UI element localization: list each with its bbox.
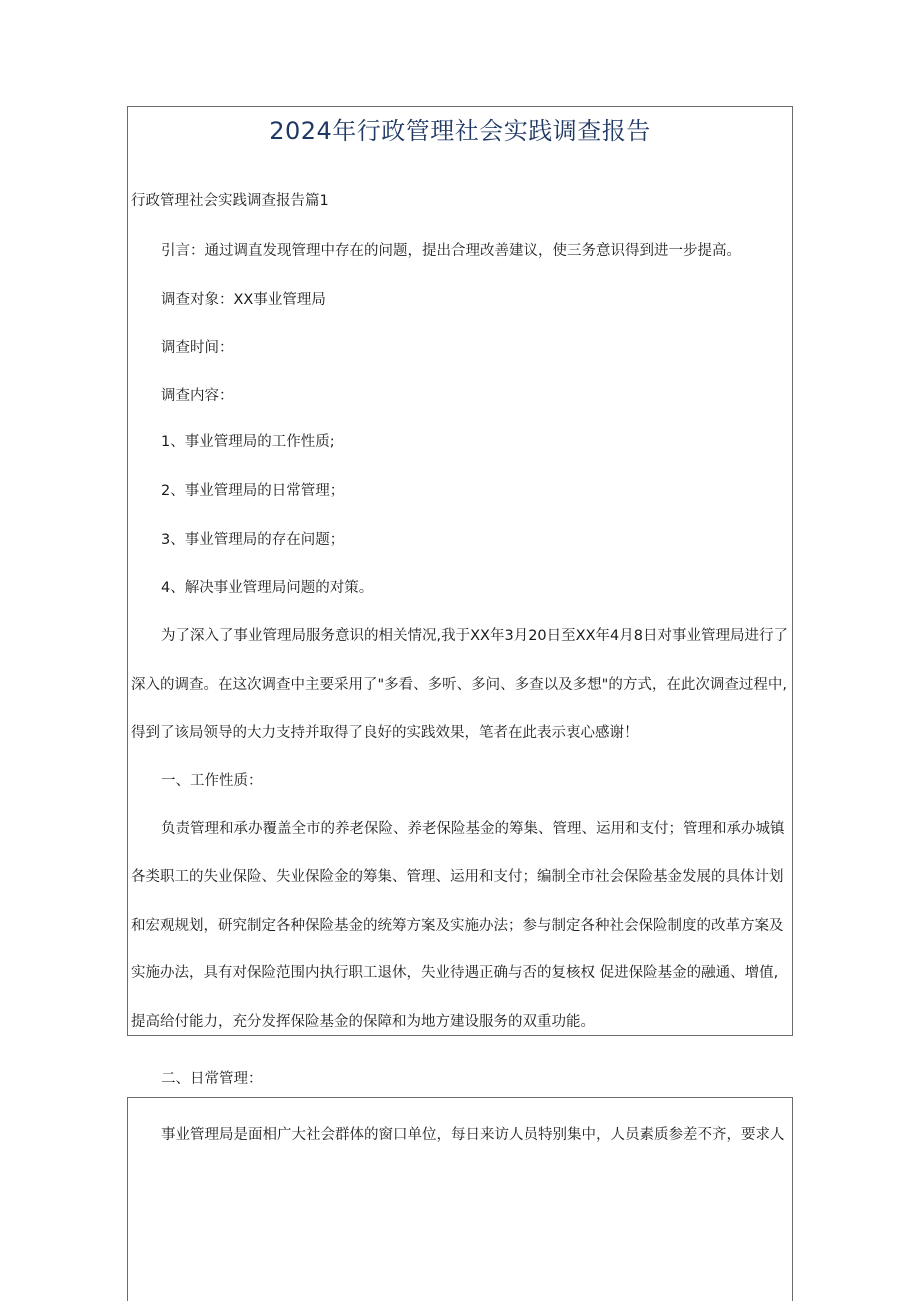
document-title: 2024年行政管理社会实践调查报告	[269, 117, 651, 145]
paragraph-line: 事业管理局是面相广大社会群体的窗口单位，每日来访人员特别集中，人员素质参差不齐，要求人	[161, 1127, 785, 1143]
paragraph-line: 各类职工的失业保险、失业保险金的筹集、管理、运用和支付；编制全市社会保险基金发展的具体计划	[131, 869, 784, 885]
paragraph-line: 负责管理和承办覆盖全市的养老保险、养老保险基金的筹集、管理、运用和支付；管理和承办城镇	[161, 821, 785, 837]
survey-content-label: 调查内容：	[161, 388, 234, 404]
list-item: 4、解决事业管理局问题的对策。	[161, 580, 374, 596]
list-item: 1、事业管理局的工作性质;	[161, 434, 335, 450]
intro-paragraph: 引言：通过调直发现管理中存在的问题，提出合理改善建议，使三务意识得到进一步提高。	[161, 243, 741, 259]
survey-subject: 调查对象：XX事业管理局	[161, 292, 326, 308]
survey-time: 调查时间：	[161, 340, 234, 356]
heading-daily-management: 二、日常管理：	[161, 1071, 263, 1087]
list-item: 2、事业管理局的日常管理；	[161, 483, 345, 499]
section-heading: 行政管理社会实践调查报告篇1	[131, 193, 329, 209]
paragraph-line: 提高给付能力，充分发挥保险基金的保障和为地方建设服务的双重功能。	[131, 1014, 595, 1030]
paragraph-line: 得到了该局领导的大力支持并取得了良好的实践效果，笔者在此表示衷心感谢！	[131, 725, 639, 741]
paragraph-line: 和宏观规划，研究制定各种保险基金的统筹方案及实施办法；参与制定各种社会保险制度的改革方案及	[131, 918, 784, 934]
list-item: 3、事业管理局的存在问题；	[161, 532, 345, 548]
paragraph-line: 实施办法，具有对保险范围内执行职工退休，失业待遇正确与否的复核权 促进保险基金的融通、增值,	[131, 965, 779, 981]
heading-work-nature: 一、工作性质：	[161, 773, 263, 789]
paragraph-line: 深入的调查。在这次调查中主要采用了"多看、多听、多问、多查以及多想"的方式，在此次调查过程中,	[131, 677, 787, 693]
paragraph-line: 为了深入了事业管理局服务意识的相关情况,我于XX年3月20日至XX年4月8日对事业管理局进行了	[161, 628, 788, 644]
